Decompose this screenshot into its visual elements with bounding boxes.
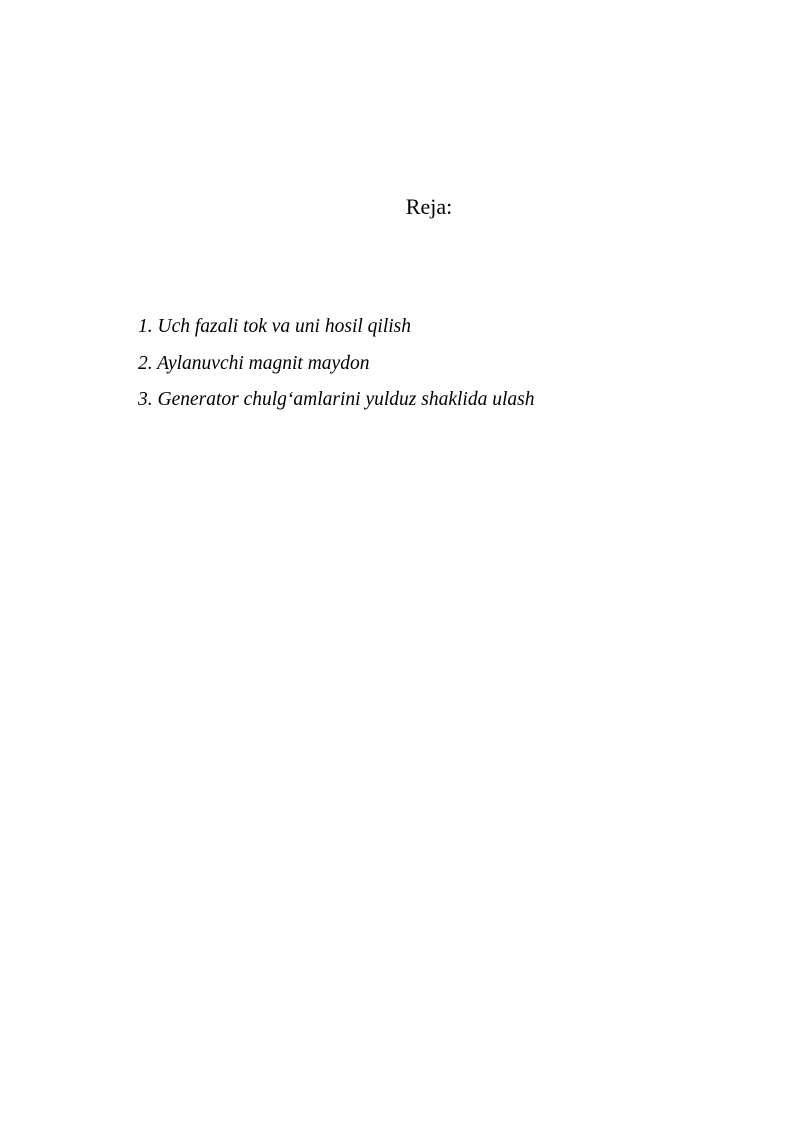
page-title: Reja: bbox=[405, 194, 453, 219]
plan-list bbox=[138, 309, 534, 419]
plan-item-3: 3. Generator chulg‘amlarini yulduz shaklida ulash bbox=[138, 389, 535, 410]
plan-item-2: 2. Aylanuvchi magnit maydon bbox=[138, 352, 370, 374]
plan-item-1: 1. Uch fazali tok va uni hosil qilish bbox=[138, 316, 411, 337]
